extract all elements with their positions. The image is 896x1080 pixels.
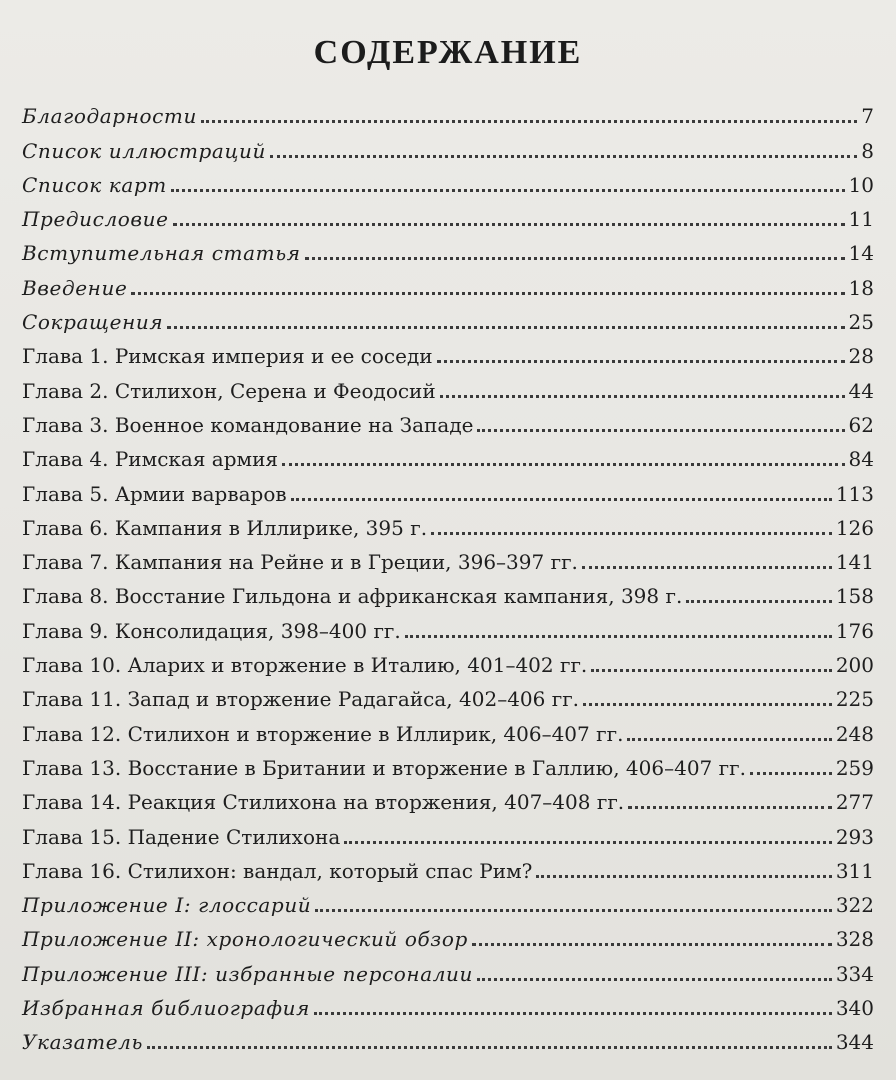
toc-entry <box>22 96 874 130</box>
dot-leader <box>167 326 844 329</box>
toc-entry-label: Глава 11. Запад и вторжение Радагайса, 402–406 гг. <box>22 687 580 712</box>
toc-entry <box>22 885 874 919</box>
toc-entry <box>22 130 874 164</box>
toc-entry-page-number: 176 <box>835 618 874 643</box>
toc-entry-label: Глава 9. Консолидация, 398–400 гг. <box>22 618 401 643</box>
toc-entry-page-number: 200 <box>835 653 874 678</box>
dot-leader <box>131 292 844 295</box>
dot-leader <box>750 772 832 775</box>
dot-leader <box>282 463 845 466</box>
toc-entry <box>22 473 874 507</box>
toc-entry-page-number: 14 <box>848 241 874 266</box>
toc-entry-page-number: 84 <box>848 447 874 472</box>
dot-leader <box>314 1012 832 1015</box>
toc-entry <box>22 302 874 336</box>
toc-entry-label: Глава 2. Стилихон, Серена и Феодосий <box>22 378 436 403</box>
toc-entry-label: Глава 15. Падение Стилихона <box>22 824 341 849</box>
toc-entry-label: Список иллюстраций <box>22 138 266 163</box>
dot-leader <box>315 909 832 912</box>
dot-leader <box>201 120 857 123</box>
toc-entry-label: Вступительная статья <box>22 241 301 266</box>
dot-leader <box>477 978 832 981</box>
dot-leader <box>270 155 857 158</box>
dot-leader <box>173 223 845 226</box>
toc-entry-label: Глава 10. Аларих и вторжение в Италию, 401–402 гг. <box>22 653 588 678</box>
toc-entry <box>22 816 874 850</box>
dot-leader <box>582 566 832 569</box>
toc-entry <box>22 542 874 576</box>
toc-entry-page-number: 340 <box>835 996 874 1021</box>
toc-entry-page-number: 44 <box>848 378 874 403</box>
toc-entry <box>22 370 874 404</box>
toc-entry <box>22 1022 874 1056</box>
toc-entry-label: Приложение II: хронологический обзор <box>22 927 468 952</box>
toc-entry-page-number: 225 <box>835 687 874 712</box>
toc-entry-label: Список карт <box>22 172 167 197</box>
toc-entry-label: Благодарности <box>22 104 197 129</box>
toc-entry <box>22 576 874 610</box>
toc-entry <box>22 919 874 953</box>
toc-entry-label: Предисловие <box>22 207 169 232</box>
dot-leader <box>536 875 831 878</box>
toc-entry-label: Глава 12. Стилихон и вторжение в Иллирик, 406–407 гг. <box>22 721 624 746</box>
toc-entry-page-number: 311 <box>835 858 874 883</box>
dot-leader <box>344 841 832 844</box>
toc-entry <box>22 199 874 233</box>
toc-entry-label: Введение <box>22 275 128 300</box>
toc-entry-page-number: 293 <box>835 824 874 849</box>
toc-entry <box>22 988 874 1022</box>
toc-entry-page-number: 277 <box>835 790 874 815</box>
toc-entry-label: Глава 6. Кампания в Иллирике, 395 г. <box>22 515 428 540</box>
toc-entry-page-number: 10 <box>848 172 874 197</box>
toc-entry <box>22 336 874 370</box>
toc-entry-page-number: 322 <box>835 893 874 918</box>
dot-leader <box>147 1046 832 1049</box>
toc-entry <box>22 267 874 301</box>
dot-leader <box>305 257 845 260</box>
toc-entry-page-number: 113 <box>835 481 874 506</box>
toc-entry-label: Глава 1. Римская империя и ее соседи <box>22 344 433 369</box>
toc-entry-page-number: 8 <box>861 138 874 163</box>
toc-entry <box>22 645 874 679</box>
toc-entry-page-number: 7 <box>861 104 874 129</box>
dot-leader <box>686 600 832 603</box>
toc-entry-label: Приложение I: глоссарий <box>22 893 312 918</box>
dot-leader <box>591 669 832 672</box>
toc-entry-label: Глава 13. Восстание в Британии и вторжение в Галлию, 406–407 гг. <box>22 755 746 780</box>
page-title: СОДЕРЖАНИЕ <box>313 34 583 71</box>
toc-entry-page-number: 18 <box>848 275 874 300</box>
dot-leader <box>437 360 845 363</box>
toc-entry <box>22 953 874 987</box>
toc-entry <box>22 405 874 439</box>
toc-entry-page-number: 334 <box>835 961 874 986</box>
toc-entry <box>22 782 874 816</box>
toc-entry-page-number: 259 <box>835 755 874 780</box>
toc-entry-label: Глава 14. Реакция Стилихона на вторжения, 407–408 гг. <box>22 790 625 815</box>
toc-entry <box>22 851 874 885</box>
toc-entry-page-number: 25 <box>848 310 874 335</box>
dot-leader <box>627 738 831 741</box>
toc-entry-label: Глава 16. Стилихон: вандал, который спас Рим? <box>22 858 533 883</box>
toc-entry-page-number: 344 <box>835 1030 874 1055</box>
toc-entry-label: Глава 4. Римская армия <box>22 447 279 472</box>
toc-entry-page-number: 158 <box>835 584 874 609</box>
toc-entry <box>22 508 874 542</box>
dot-leader <box>431 532 832 535</box>
dot-leader <box>583 703 832 706</box>
toc-entry-page-number: 28 <box>848 344 874 369</box>
toc-entry-page-number: 248 <box>835 721 874 746</box>
table-of-contents <box>22 96 874 1056</box>
toc-entry <box>22 713 874 747</box>
toc-entry <box>22 165 874 199</box>
toc-entry-page-number: 328 <box>835 927 874 952</box>
toc-entry-label: Глава 7. Кампания на Рейне и в Греции, 396–397 гг. <box>22 550 578 575</box>
toc-entry-page-number: 141 <box>835 550 874 575</box>
toc-entry-label: Глава 5. Армии варваров <box>22 481 287 506</box>
toc-entry <box>22 748 874 782</box>
dot-leader <box>171 189 845 192</box>
dot-leader <box>477 429 844 432</box>
dot-leader <box>472 943 832 946</box>
toc-entry <box>22 610 874 644</box>
toc-entry-label: Глава 8. Восстание Гильдона и африканская кампания, 398 г. <box>22 584 683 609</box>
toc-entry <box>22 233 874 267</box>
toc-entry-label: Приложение III: избранные персоналии <box>22 961 474 986</box>
toc-entry-label: Сокращения <box>22 310 164 335</box>
toc-entry-page-number: 126 <box>835 515 874 540</box>
toc-entry-page-number: 11 <box>848 207 874 232</box>
toc-entry <box>22 439 874 473</box>
toc-entry <box>22 679 874 713</box>
toc-entry-label: Избранная библиография <box>22 996 310 1021</box>
dot-leader <box>440 395 845 398</box>
dot-leader <box>628 806 832 809</box>
toc-entry-page-number: 62 <box>848 412 874 437</box>
toc-entry-label: Указатель <box>22 1030 143 1055</box>
toc-entry-label: Глава 3. Военное командование на Западе <box>22 412 474 437</box>
dot-leader <box>291 498 832 501</box>
dot-leader <box>405 635 832 638</box>
